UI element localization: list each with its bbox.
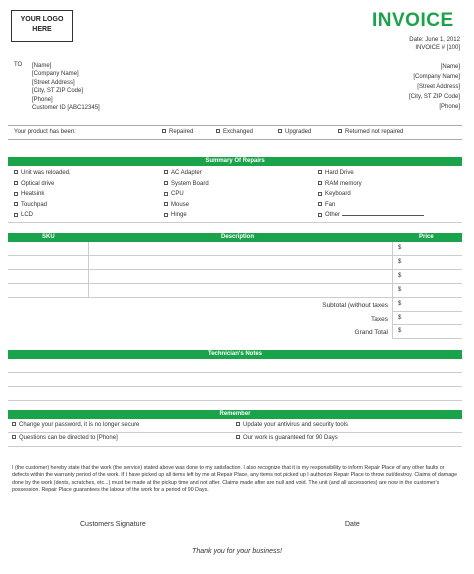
price-currency[interactable]: $ (398, 245, 402, 251)
notes-line[interactable] (8, 400, 462, 401)
from-line: [Street Address] (417, 84, 460, 90)
checkbox-icon[interactable] (338, 129, 342, 133)
invoice-title: INVOICE (372, 10, 454, 31)
notes-line[interactable] (8, 372, 462, 373)
to-line: Customer ID [ABC12345] (32, 105, 100, 112)
invoice-date: Date: June 1, 2012 (409, 37, 460, 43)
remember-header: Remember (8, 410, 462, 419)
checkbox-icon[interactable] (278, 129, 282, 133)
sku-header: SKU (42, 234, 55, 240)
status-option-returned[interactable] (338, 129, 403, 135)
to-address (32, 62, 100, 112)
repair-item-label: Touchpad (21, 201, 48, 208)
divider (8, 222, 462, 223)
customer-signature-label: Customers Signature (80, 521, 146, 528)
logo-placeholder (11, 10, 73, 42)
to-line: [Name] (32, 63, 52, 69)
remember-item[interactable] (236, 422, 348, 428)
repair-item[interactable] (318, 189, 424, 200)
table-row (8, 255, 462, 256)
total-currency[interactable]: $ (398, 328, 402, 334)
repair-item-label: System Board (171, 180, 209, 187)
checkbox-icon[interactable] (162, 129, 166, 133)
terms-paragraph: I (the customer) hereby state that the work (the service) stated above was done to my satisfaction. I also recognize that it is my responsibility to inform Repair Place of any other faults or defects within the warranty period of the work. If I have picked up all items left by me at Repair Place, any items not picked up I authorize Repair Place to throw out/destroy. Claims of damage done by the work (dents, scratches, etc...) must be made at the pickup time and not after. Claims made after are null and void. The unit (and all accessories) are now in the customer's possession. Repair Place guarantees the labour of the work for a period of 90 Days. (12, 465, 458, 493)
repair-item[interactable] (164, 189, 209, 200)
from-line: [Phone] (439, 104, 460, 110)
checkbox-icon[interactable] (318, 170, 322, 174)
repair-item-label: Heatsink (21, 191, 45, 198)
repair-item[interactable] (164, 168, 209, 179)
checkbox-icon[interactable] (14, 192, 18, 196)
repair-item-label: LCD (21, 212, 34, 219)
from-line: [City, ST ZIP Code] (408, 94, 460, 100)
divider (8, 139, 462, 140)
subtotal-currency[interactable]: $ (398, 301, 402, 307)
checkbox-icon[interactable] (14, 202, 18, 206)
repair-item[interactable] (164, 210, 209, 221)
checkbox-icon[interactable] (14, 170, 18, 174)
checkbox-icon[interactable] (164, 202, 168, 206)
checkbox-icon[interactable] (318, 181, 322, 185)
logo-line-1: YOUR LOGO (20, 16, 64, 23)
invoice-number: INVOICE # [100] (415, 45, 460, 51)
repair-item-label: Mouse (171, 201, 190, 208)
from-line: [Name] (440, 64, 460, 70)
taxes-label: Taxes (371, 316, 388, 323)
repair-item[interactable] (14, 200, 71, 211)
divider (8, 432, 462, 433)
remember-item-label: Our work is guaranteed for 90 Days (243, 435, 338, 441)
repair-item-label: Unit was reloaded. (21, 170, 71, 176)
repair-item-label: Fan (325, 201, 336, 208)
checkbox-icon[interactable] (164, 170, 168, 174)
notes-line[interactable] (8, 386, 462, 387)
remember-item-label: Questions can be directed to [Phone] (19, 435, 118, 441)
repair-item[interactable] (14, 168, 71, 179)
remember-item-label: Update your antivirus and security tools (243, 422, 349, 428)
option-label: Exchanged (223, 129, 254, 135)
product-status-label: Your product has been: (14, 129, 76, 135)
repairs-column-2 (164, 168, 209, 221)
checkbox-icon[interactable] (164, 181, 168, 185)
to-line: [City, ST ZIP Code] (32, 88, 84, 95)
thank-you-note: Thank you for your business! (192, 548, 282, 555)
option-label: Repaired (169, 129, 194, 135)
to-line: [Phone] (32, 96, 53, 103)
remember-item[interactable] (12, 422, 139, 428)
checkbox-icon[interactable] (318, 213, 322, 217)
repair-item-other[interactable] (318, 210, 424, 221)
taxes-currency[interactable]: $ (398, 315, 402, 321)
technician-notes-header: Technician's Notes (8, 350, 462, 359)
repairs-column-1 (14, 168, 71, 221)
checkbox-icon[interactable] (164, 192, 168, 196)
remember-item[interactable] (236, 435, 338, 441)
remember-item[interactable] (12, 435, 118, 441)
table-row (8, 297, 462, 298)
repair-item-label: Keyboard (325, 191, 351, 198)
option-label: Returned not repaired (345, 129, 404, 135)
repair-item[interactable] (318, 179, 424, 190)
repair-item[interactable] (164, 200, 209, 211)
checkbox-icon[interactable] (14, 213, 18, 217)
items-table-header (8, 233, 462, 242)
repair-item[interactable] (14, 179, 71, 190)
checkbox-icon[interactable] (12, 422, 16, 426)
divider (8, 446, 462, 447)
checkbox-icon[interactable] (318, 202, 322, 206)
logo-line-2: HERE (32, 26, 52, 33)
to-line: [Street Address] (32, 79, 75, 86)
checkbox-icon[interactable] (164, 213, 168, 217)
table-row (392, 338, 462, 339)
subtotal-label: Subtotal (without taxes (322, 302, 388, 309)
price-currency[interactable]: $ (398, 287, 402, 293)
repair-item-label: Other (325, 212, 341, 219)
repair-item[interactable] (14, 210, 71, 221)
repair-item[interactable] (318, 168, 424, 179)
repair-item-label: RAM memory (325, 180, 362, 187)
option-label: Upgraded (285, 129, 312, 135)
repair-item-label: CPU (171, 191, 184, 198)
status-option-exchanged[interactable] (216, 129, 253, 135)
divider (8, 125, 462, 126)
repair-item[interactable] (164, 179, 209, 190)
checkbox-icon[interactable] (216, 129, 220, 133)
repair-item-label: AC Adapter (171, 170, 202, 176)
checkbox-icon[interactable] (12, 435, 16, 439)
repair-item[interactable] (14, 189, 71, 200)
remember-item-label: Change your password, it is no longer secure (19, 422, 140, 428)
repair-item-label: Hard Drive (325, 170, 354, 176)
repairs-column-3 (318, 168, 424, 221)
price-header: Price (419, 234, 434, 240)
repair-item-label: Optical drive (21, 180, 55, 187)
repair-item[interactable] (318, 200, 424, 211)
repairs-header: Summary Of Repairs (8, 157, 462, 166)
to-label: TO (14, 62, 23, 68)
checkbox-icon[interactable] (236, 422, 240, 426)
price-currency[interactable]: $ (398, 273, 402, 279)
from-address (409, 62, 460, 112)
other-input-line[interactable] (342, 215, 424, 216)
table-row (392, 324, 462, 325)
status-option-repaired[interactable] (162, 129, 193, 135)
grand-total-label: Grand Total (354, 329, 388, 336)
status-option-upgraded[interactable] (278, 129, 311, 135)
table-row (8, 283, 462, 284)
table-row (8, 269, 462, 270)
description-header: Description (221, 234, 255, 240)
from-line: [Company Name] (413, 74, 460, 80)
repair-item-label: Hinge (171, 212, 187, 219)
to-line: [Company Name] (32, 71, 79, 78)
table-row (392, 311, 462, 312)
price-currency[interactable]: $ (398, 259, 402, 265)
checkbox-icon[interactable] (236, 435, 240, 439)
checkbox-icon[interactable] (318, 192, 322, 196)
date-label: Date (345, 521, 360, 528)
checkbox-icon[interactable] (14, 181, 18, 185)
